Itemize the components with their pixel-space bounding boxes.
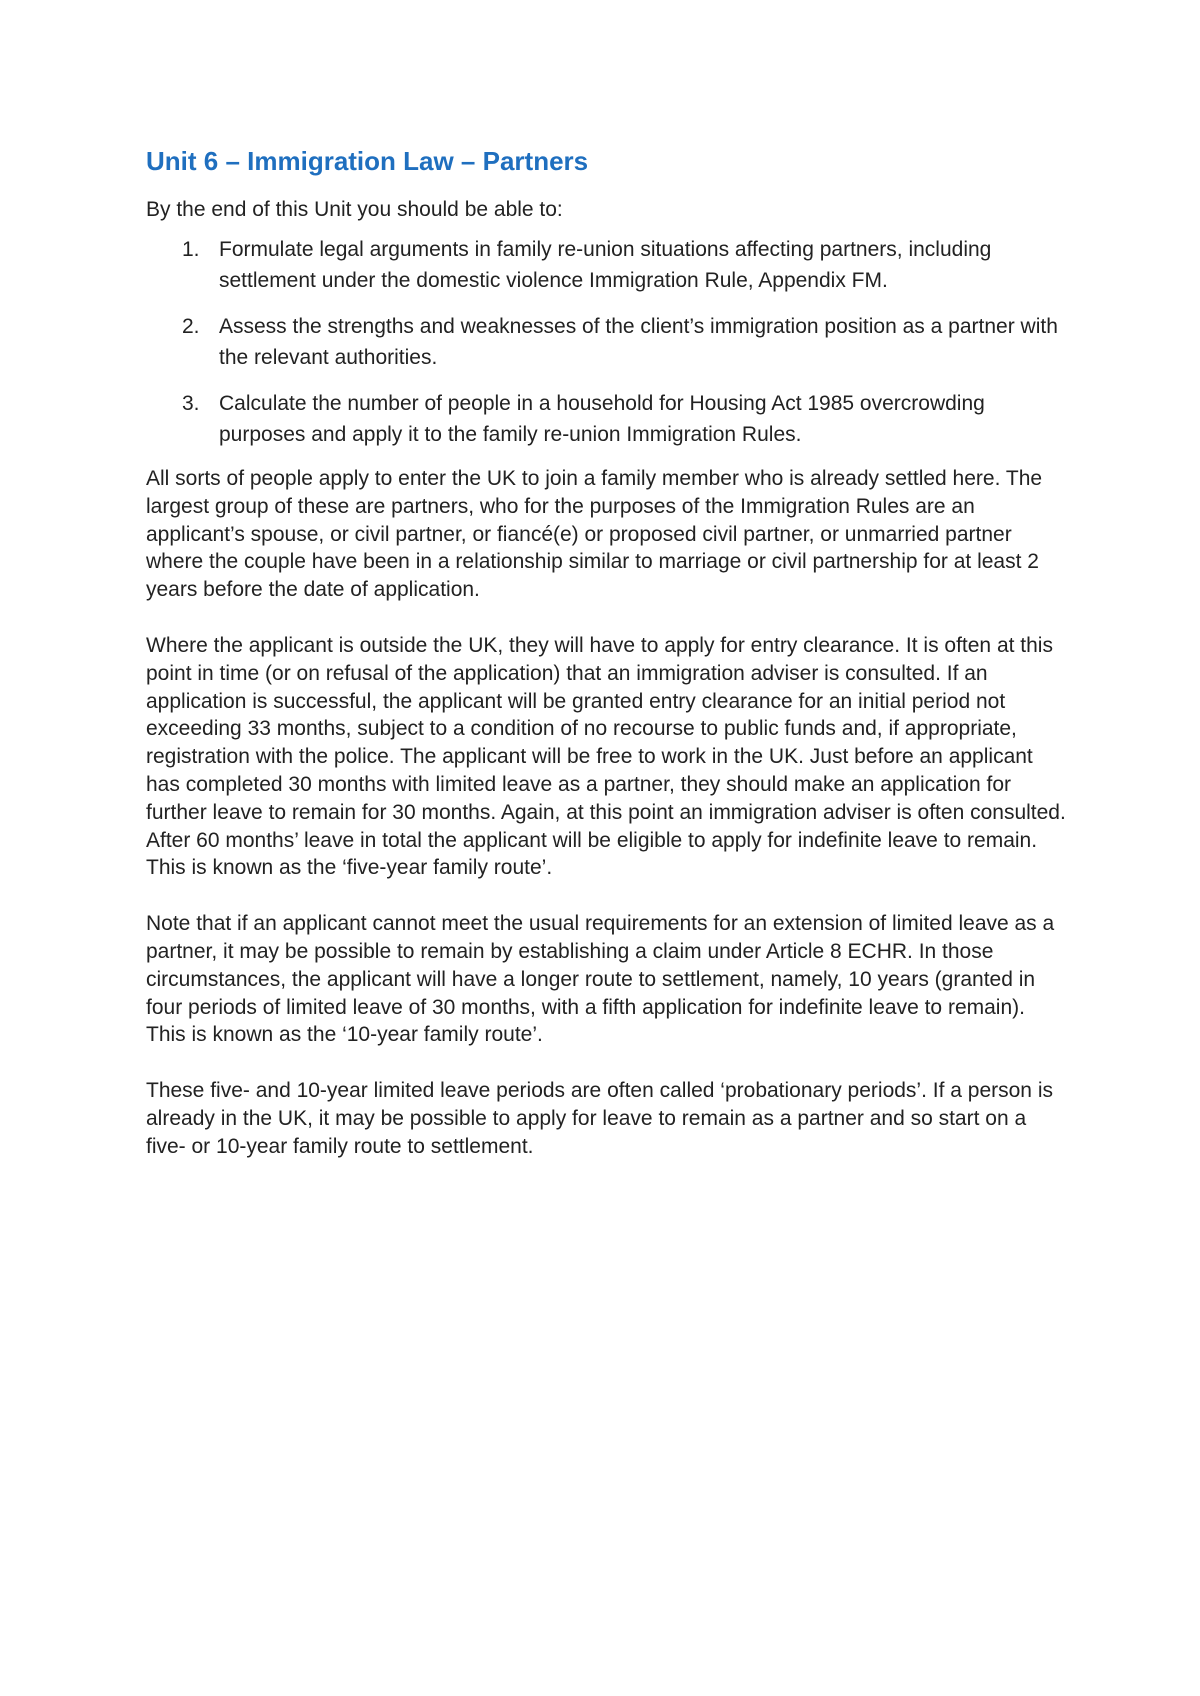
intro-text: By the end of this Unit you should be able to: <box>146 198 563 221</box>
list-item-text: Formulate legal arguments in family re-union situations affecting partners, including settlement under the domestic violence Immigration Rule, Appendix FM. <box>219 238 992 292</box>
list-item-number: 1. <box>182 238 200 261</box>
paragraph-partners-overview: All sorts of people apply to enter the UK to join a family member who is already settled here. The largest group of these are partners, who for the purposes of the Immigration Rules are an applicant’s spouse, or civil partner, or fiancé(e) or proposed civil partner, or unmarried partner where the couple have been in a relationship similar to marriage or civil partnership for at least 2 years before the date of application. <box>146 467 1043 602</box>
list-item <box>146 388 1066 450</box>
paragraph-probationary-periods: These five- and 10-year limited leave periods are often called ‘probationary periods’. If a person is already in the UK, it may be possible to apply for leave to remain as a partner and so start on a five- or 10-year family route to settlement. <box>146 1079 1053 1158</box>
learning-objectives-list <box>146 234 1066 450</box>
paragraph-article-8: Note that if an applicant cannot meet the usual requirements for an extension of limited leave as a partner, it may be possible to remain by establishing a claim under Article 8 ECHR. In those circumstances, the applicant will have a longer route to settlement, namely, 10 years (granted in four periods of limited leave of 30 months, with a fifth application for indefinite leave to remain). This is known as the ‘10-year family route’. <box>146 912 1055 1047</box>
list-item-text: Assess the strengths and weaknesses of the client’s immigration position as a partner with the relevant authorities. <box>219 315 1058 369</box>
document-page <box>146 140 1066 1189</box>
page-title: Unit 6 – Immigration Law – Partners <box>146 146 589 176</box>
list-item-text: Calculate the number of people in a household for Housing Act 1985 overcrowding purposes and apply it to the family re-union Immigration Rules. <box>219 392 985 446</box>
list-item-number: 2. <box>182 315 200 338</box>
list-item <box>146 311 1066 373</box>
list-item-number: 3. <box>182 392 200 415</box>
paragraph-entry-clearance: Where the applicant is outside the UK, they will have to apply for entry clearance. It is often at this point in time (or on refusal of the application) that an immigration adviser is consulted. If an application is successful, the applicant will be granted entry clearance for an initial period not exceeding 33 months, subject to a condition of no recourse to public funds and, if appropriate, registration with the police. The applicant will be free to work in the UK. Just before an applicant has completed 30 months with limited leave as a partner, they should make an application for further leave to remain for 30 months. Again, at this point an immigration adviser is often consulted. After 60 months’ leave in total the applicant will be eligible to apply for indefinite leave to remain. This is known as the ‘five-year family route’. <box>146 633 1066 880</box>
list-item <box>146 234 1066 296</box>
